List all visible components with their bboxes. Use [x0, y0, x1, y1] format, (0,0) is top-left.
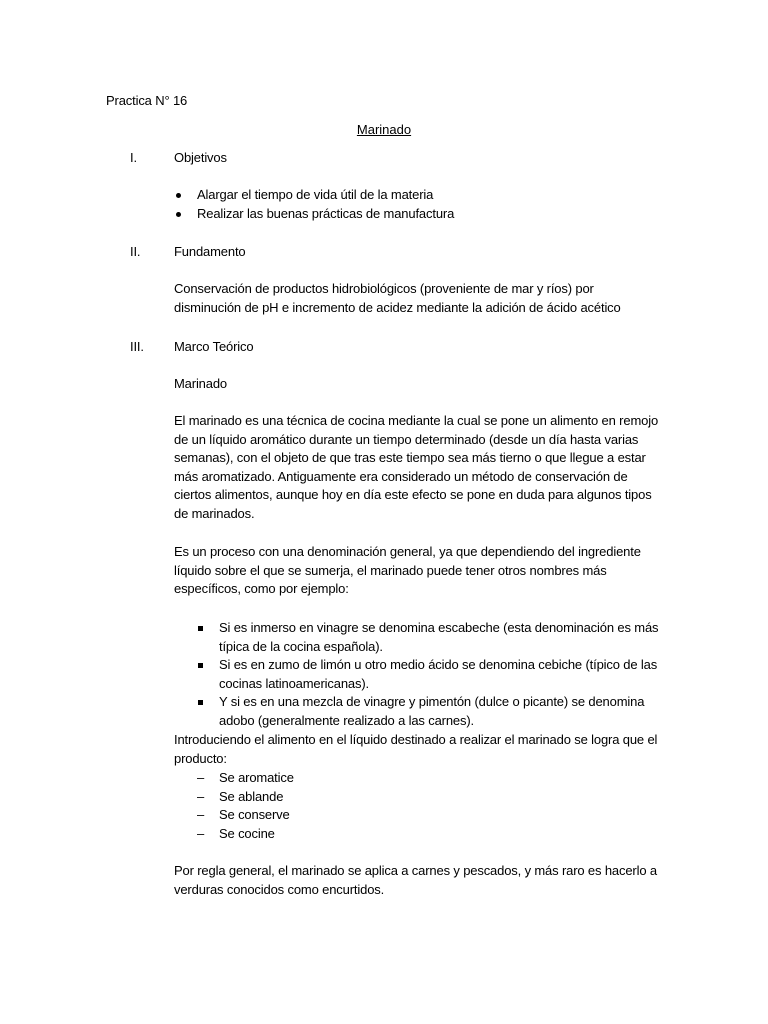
- square-bullet-line: típica de la cocina española).: [219, 639, 383, 654]
- section-2-numeral: II.: [130, 244, 141, 259]
- square-bullet-line: cocinas latinoamericanas).: [219, 676, 370, 691]
- practice-number: Practica N° 16: [106, 93, 188, 108]
- paragraph-line: líquido sobre el que se sumerja, el marinado puede tener otros nombres más: [174, 562, 607, 578]
- dash-icon: –: [197, 770, 205, 785]
- paragraph-line: disminución de pH e incremento de acidez mediante la adición de ácido acético: [174, 299, 621, 315]
- objective-item: Alargar el tiempo de vida útil de la materia: [197, 187, 434, 202]
- section-1-numeral: I.: [130, 150, 137, 165]
- square-bullet-icon: [198, 626, 203, 631]
- bullet-dot-icon: [176, 193, 181, 198]
- square-bullet-line: Si es inmerso en vinagre se denomina escabeche (esta denominación es más: [219, 620, 659, 635]
- dash-icon: –: [197, 789, 205, 804]
- marco-paragraph-2: [174, 543, 674, 599]
- paragraph-line: Conservación de productos hidrobiológicos (proveniente de mar y ríos) por: [174, 281, 594, 296]
- section-3-heading: Marco Teórico: [174, 339, 254, 354]
- dash-icon: –: [197, 807, 205, 822]
- paragraph-line: producto:: [174, 750, 227, 766]
- subheading-marinado: Marinado: [174, 376, 227, 391]
- paragraph-line: Introduciendo el alimento en el líquido destinado a realizar el marinado se logra que el: [174, 732, 658, 747]
- dash-icon: –: [197, 826, 205, 841]
- marco-paragraph-1: [174, 412, 674, 524]
- paragraph-line: semanas), con el objeto de que tras este tiempo sea más tierno o que llegue a estar: [174, 450, 646, 466]
- paragraph-line: Es un proceso con una denominación general, ya que dependiendo del ingrediente: [174, 544, 641, 559]
- paragraph-line: Por regla general, el marinado se aplica a carnes y pescados, y más raro es hacerlo a: [174, 863, 657, 878]
- square-bullet-icon: [198, 700, 203, 705]
- paragraph-line: verduras conocidos como encurtidos.: [174, 881, 385, 897]
- paragraph-line: El marinado es una técnica de cocina mediante la cual se pone un alimento en remojo: [174, 413, 659, 428]
- objective-item: Realizar las buenas prácticas de manufactura: [197, 206, 455, 221]
- paragraph-line: específicos, como por ejemplo:: [174, 581, 349, 597]
- dash-item: Se cocine: [219, 826, 275, 841]
- section-2-heading: Fundamento: [174, 244, 246, 259]
- section-3-numeral: III.: [130, 339, 144, 354]
- paragraph-line: de marinados.: [174, 505, 255, 521]
- bullet-dot-icon: [176, 212, 181, 217]
- square-bullet-line: adobo (generalmente realizado a las carnes).: [219, 713, 474, 728]
- marco-paragraph-3: [174, 731, 674, 768]
- section-1-heading: Objetivos: [174, 150, 227, 165]
- paragraph-line: ciertos alimentos, aunque hoy en día este efecto se pone en duda para algunos tipos: [174, 487, 652, 503]
- marco-paragraph-4: [174, 862, 674, 899]
- paragraph-line: de un líquido aromático durante un tiempo determinado (desde un día hasta varias: [174, 431, 639, 447]
- dash-item: Se aromatice: [219, 770, 294, 785]
- dash-item: Se ablande: [219, 789, 284, 804]
- dash-item: Se conserve: [219, 807, 290, 822]
- square-bullet-line: Si es en zumo de limón u otro medio ácido se denomina cebiche (típico de las: [219, 657, 658, 672]
- square-bullet-line: Y si es en una mezcla de vinagre y pimentón (dulce o picante) se denomina: [219, 694, 645, 709]
- page-title: Marinado: [356, 122, 412, 137]
- paragraph-line: más aromatizado. Antiguamente era considerado un método de conservación de: [174, 468, 628, 484]
- fundamento-paragraph: [174, 280, 674, 317]
- square-bullet-icon: [198, 663, 203, 668]
